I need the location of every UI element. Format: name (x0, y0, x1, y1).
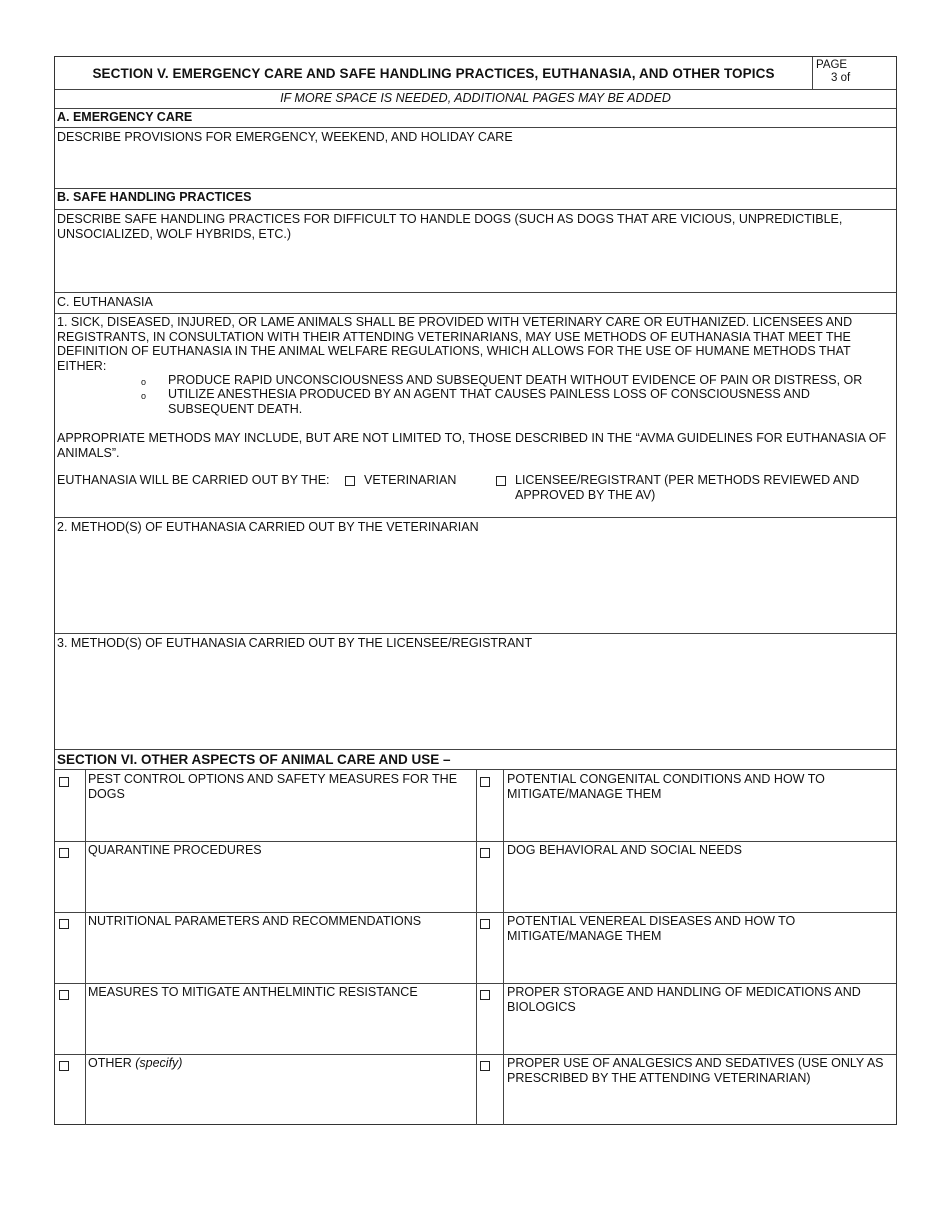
page-label: PAGE (816, 59, 848, 71)
euthanasia-bullet-2: UTILIZE ANESTHESIA PRODUCED BY AN AGENT THAT CAUSES PAINLESS LOSS OF CONSCIOUSNESS AND SUBSEQUENT DEATH. (168, 387, 810, 416)
avma-methods-note: APPROPRIATE METHODS MAY INCLUDE, BUT ARE NOT LIMITED TO, THOSE DESCRIBED IN THE “AVMA GUIDELINES FOR EUTHANASIA OF ANIMALS”. (57, 431, 887, 460)
safe-handling-heading: B. SAFE HANDLING PRACTICES (57, 190, 252, 204)
divider (55, 749, 896, 750)
other-label (88, 1056, 473, 1071)
other-specify-text: (specify) (135, 1056, 183, 1070)
emergency-care-heading: A. EMERGENCY CARE (57, 110, 193, 124)
anthelmintic-label: MEASURES TO MITIGATE ANTHELMINTIC RESISTANCE (88, 985, 418, 999)
section-vi-title: SECTION VI. OTHER ASPECTS OF ANIMAL CARE AND USE – (57, 752, 451, 767)
behavioral-needs-label: DOG BEHAVIORAL AND SOCIAL NEEDS (507, 843, 743, 857)
section-v-title: SECTION V. EMERGENCY CARE AND SAFE HANDLING PRACTICES, EUTHANASIA, AND OTHER TOPICS (92, 65, 775, 81)
divider (55, 127, 896, 128)
veterinarian-methods-field[interactable] (55, 537, 896, 632)
divider (55, 108, 896, 109)
veterinarian-checkbox[interactable] (345, 476, 355, 486)
venereal-diseases-label: POTENTIAL VENEREAL DISEASES AND HOW TO MITIGATE/MANAGE THEM (507, 914, 796, 943)
other-label-text: OTHER (88, 1056, 136, 1070)
grid-line (503, 769, 504, 1125)
bullet-2-icon: o (141, 391, 147, 401)
grid-line (85, 769, 86, 1125)
bullet-1-icon: o (141, 377, 147, 387)
medication-storage-label: PROPER STORAGE AND HANDLING OF MEDICATIONS AND BIOLOGICS (507, 985, 861, 1014)
additional-pages-note: IF MORE SPACE IS NEEDED, ADDITIONAL PAGES MAY BE ADDED (280, 91, 671, 105)
nutritional-checkbox[interactable] (59, 919, 69, 929)
divider (55, 912, 896, 913)
euthanasia-item-2: 2. METHOD(S) OF EUTHANASIA CARRIED OUT BY THE VETERINARIAN (57, 520, 479, 534)
animal-care-form (54, 56, 897, 1125)
licensee-methods-field[interactable] (55, 653, 896, 748)
euthanasia-item-1: 1. SICK, DISEASED, INJURED, OR LAME ANIMALS SHALL BE PROVIDED WITH VETERINARY CARE OR EUTHANIZED. LICENSEES AND REGISTRANTS, IN CONSULTATION WITH THEIR ATTENDING VETERINARIANS, MAY USE METHODS OF EUTHANASIA THAT MEET THE DEFINITION OF EUTHANASIA IN THE ANIMAL WELFARE REGULATIONS, WHICH ALLOWS FOR THE USE OF HUMANE METHODS THAT EITHER: (57, 315, 853, 373)
divider (55, 633, 896, 634)
divider (55, 313, 896, 314)
quarantine-label: QUARANTINE PROCEDURES (88, 843, 262, 857)
euthanasia-bullet-1: PRODUCE RAPID UNCONSCIOUSNESS AND SUBSEQUENT DEATH WITHOUT EVIDENCE OF PAIN OR DISTRESS, OR (168, 373, 863, 387)
divider (55, 292, 896, 293)
divider (55, 209, 896, 210)
divider (55, 517, 896, 518)
analgesics-label: PROPER USE OF ANALGESICS AND SEDATIVES (USE ONLY AS PRESCRIBED BY THE ATTENDING VETERINARIAN) (507, 1056, 884, 1085)
licensee-checkbox[interactable] (496, 476, 506, 486)
licensee-option-label: LICENSEE/REGISTRANT (PER METHODS REVIEWED AND APPROVED BY THE AV) (515, 473, 860, 502)
other-checkbox[interactable] (59, 1061, 69, 1071)
euthanasia-item-3: 3. METHOD(S) OF EUTHANASIA CARRIED OUT BY THE LICENSEE/REGISTRANT (57, 636, 533, 650)
behavioral-needs-checkbox[interactable] (480, 848, 490, 858)
safe-handling-prompt: DESCRIBE SAFE HANDLING PRACTICES FOR DIFFICULT TO HANDLE DOGS (SUCH AS DOGS THAT ARE VICIOUS, UNPREDICTIBLE, UNSOCIALIZED, WOLF HYBRIDS, ETC.) (57, 212, 843, 241)
divider (55, 188, 896, 189)
carried-out-label: EUTHANASIA WILL BE CARRIED OUT BY THE: (57, 473, 330, 487)
anthelmintic-checkbox[interactable] (59, 990, 69, 1000)
pest-control-label: PEST CONTROL OPTIONS AND SAFETY MEASURES FOR THE DOGS (88, 772, 458, 801)
quarantine-checkbox[interactable] (59, 848, 69, 858)
congenital-conditions-label: POTENTIAL CONGENITAL CONDITIONS AND HOW TO MITIGATE/MANAGE THEM (507, 772, 825, 801)
congenital-conditions-checkbox[interactable] (480, 777, 490, 787)
venereal-diseases-checkbox[interactable] (480, 919, 490, 929)
analgesics-checkbox[interactable] (480, 1061, 490, 1071)
emergency-care-prompt: DESCRIBE PROVISIONS FOR EMERGENCY, WEEKEND, AND HOLIDAY CARE (57, 130, 513, 144)
page-number-box (812, 57, 897, 89)
grid-line (476, 769, 477, 1125)
emergency-care-field[interactable] (55, 147, 896, 187)
page-number: 3 of (831, 72, 851, 84)
nutritional-label: NUTRITIONAL PARAMETERS AND RECOMMENDATIONS (88, 914, 422, 928)
pest-control-checkbox[interactable] (59, 777, 69, 787)
divider (55, 841, 896, 842)
divider (55, 1054, 896, 1055)
euthanasia-heading: C. EUTHANASIA (57, 295, 153, 309)
safe-handling-field[interactable] (55, 243, 896, 291)
medication-storage-checkbox[interactable] (480, 990, 490, 1000)
veterinarian-option-label: VETERINARIAN (364, 473, 457, 487)
divider (55, 983, 896, 984)
